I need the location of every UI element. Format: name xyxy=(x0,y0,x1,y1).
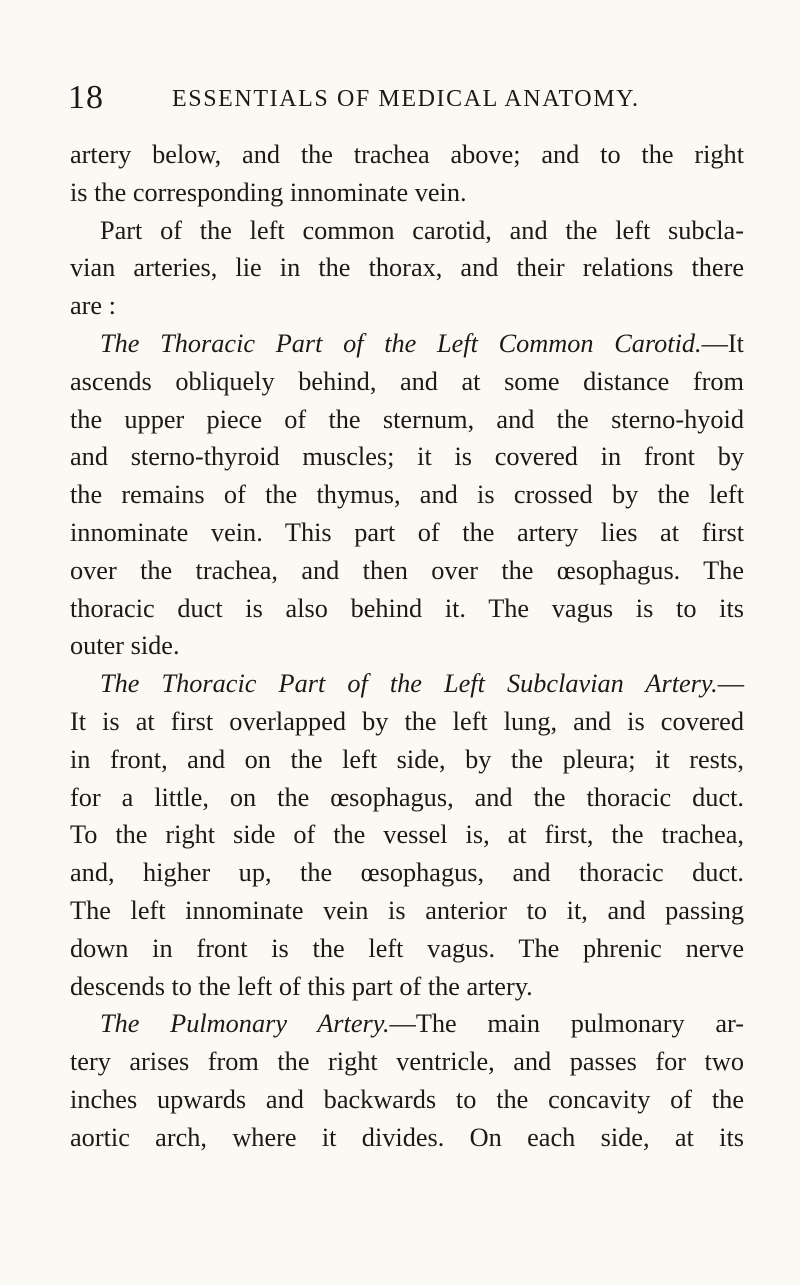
text-line: innominate vein. This part of the artery lies at first xyxy=(70,517,744,547)
running-head xyxy=(68,78,748,118)
text-line: and sterno-thyroid muscles; it is covered in front by xyxy=(70,442,744,472)
text-line: is the corresponding innominate vein. xyxy=(70,177,467,207)
text-line: The left innominate vein is anterior to it, and passing xyxy=(70,895,744,925)
text-run: — xyxy=(717,669,744,699)
text-line: It is at first overlapped by the left lung, and is covered xyxy=(70,706,744,736)
text-line xyxy=(70,665,744,703)
text-line: and, higher up, the œsophagus, and thoracic duct. xyxy=(70,858,744,888)
text-line: over the trachea, and then over the œsophagus. The xyxy=(70,555,744,585)
text-line: down in front is the left vagus. The phrenic nerve xyxy=(70,933,744,963)
page-number: 18 xyxy=(68,79,104,116)
text-line: descends to the left of this part of the artery. xyxy=(70,971,533,1001)
body-text xyxy=(70,136,744,1157)
text-line: in front, and on the left side, by the pleura; it rests, xyxy=(70,744,744,774)
text-line: aortic arch, where it divides. On each side, at its xyxy=(70,1122,744,1152)
text-line: thoracic duct is also behind it. The vagus is to its xyxy=(70,593,744,623)
section-heading: The Thoracic Part of the Left Subclavian Artery. xyxy=(100,669,718,699)
text-line: are : xyxy=(70,291,116,321)
text-line: the upper piece of the sternum, and the sterno-hyoid xyxy=(70,404,744,434)
text-line: inches upwards and backwards to the concavity of the xyxy=(70,1084,744,1114)
text-line: Part of the left common carotid, and the left subcla- xyxy=(100,215,744,245)
text-line: outer side. xyxy=(70,631,180,661)
section-heading: The Thoracic Part of the Left Common Carotid. xyxy=(100,328,702,358)
text-line xyxy=(70,1005,744,1043)
text-line: ascends obliquely behind, and at some distance from xyxy=(70,366,744,396)
text-run: —It xyxy=(701,328,744,358)
running-title: ESSENTIALS OF MEDICAL ANATOMY. xyxy=(172,86,640,112)
text-line: vian arteries, lie in the thorax, and their relations there xyxy=(70,253,744,283)
text-line: artery below, and the trachea above; and to the right xyxy=(70,140,744,169)
section-heading: The Pulmonary Artery. xyxy=(100,1009,390,1039)
text-line: To the right side of the vessel is, at first, the trachea, xyxy=(70,820,744,850)
text-line xyxy=(70,325,744,363)
text-line: for a little, on the œsophagus, and the thoracic duct. xyxy=(70,782,744,812)
text-line: tery arises from the right ventricle, and passes for two xyxy=(70,1047,744,1077)
text-line: the remains of the thymus, and is crossed by the left xyxy=(70,480,744,510)
text-run: —The main pulmonary ar- xyxy=(389,1009,744,1039)
